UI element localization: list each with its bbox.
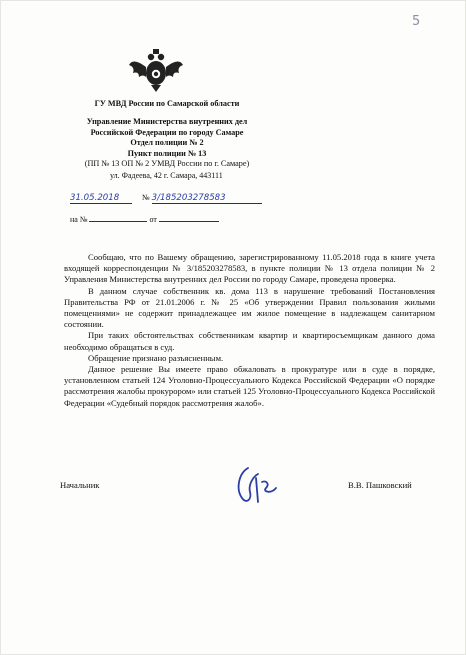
dept-abbreviation: (ПП № 13 ОП № 2 УМВД России по г. Самаре) bbox=[84, 159, 250, 169]
body-paragraph-2: В данном случае собственник кв. дома 113 в нарушение требований Постановления Правительства РФ от 21.01.2006 г. № 25 «Об утверждении Правил пользования жилыми помещениями» не содержит принадлежащее им жилое помещение в надлежащем санитарном состоянии. bbox=[64, 285, 435, 330]
na-label: на bbox=[70, 215, 78, 224]
page-number: 5 bbox=[412, 14, 421, 29]
mvd-eagle-emblem-icon bbox=[127, 47, 185, 93]
dept-line-3: Отдел полиции № 2 bbox=[130, 138, 204, 148]
handwritten-signature bbox=[228, 462, 280, 508]
org-line: ГУ МВД России по Самарской области bbox=[94, 99, 240, 108]
registration-line bbox=[70, 193, 262, 204]
body-paragraph-1: Сообщаю, что по Вашему обращению, зарегистрированному 11.05.2018 года в книге учета входящей корреспонденции № 3/185203278583, в пункте полиции № 13 отдела полиции № 2 Управления Министерства внутренних дел России по городу Самаре, проведена проверка. bbox=[64, 252, 435, 285]
reference-line bbox=[70, 215, 219, 224]
body-paragraph-4: Обращение признано разъясненным. bbox=[88, 352, 224, 363]
ref-no-label: № bbox=[79, 215, 88, 224]
signer-title: Начальник bbox=[60, 480, 100, 490]
dept-line-2: Российской Федерации по городу Самаре bbox=[90, 127, 244, 137]
body-paragraph-5: Данное решение Вы имеете право обжаловать в прокуратуре или в суде в порядке, установленном статьей 124 Уголовно-Процессуального Кодекса Российской Федерации «О порядке рассмотрения жалобы прокурором» или статьей 125 Уголовно-Процессуального Кодекса Российской Федерации «Судебный порядок рассмотрения жалоб». bbox=[64, 364, 435, 408]
registration-no-label: № bbox=[142, 193, 150, 202]
dept-line-1: Управление Министерства внутренних дел bbox=[86, 117, 248, 126]
body-paragraph-3: При таких обстоятельствах собственникам квартир и квартиросъемщикам данного дома необходимо обращаться в суд. bbox=[64, 330, 435, 352]
letter-body bbox=[64, 252, 435, 409]
registration-date: 31.05.2018 bbox=[70, 193, 132, 204]
dept-line-4: Пункт полиции № 13 bbox=[127, 148, 207, 158]
ref-date-blank bbox=[159, 221, 219, 222]
signer-name: В.В. Пашковский bbox=[348, 480, 412, 490]
registration-number: 3/185203278583 bbox=[152, 193, 262, 204]
address: ул. Фадеева, 42 г. Самара, 443111 bbox=[110, 171, 223, 180]
ot-label: от bbox=[149, 215, 157, 224]
ref-number-blank bbox=[89, 221, 147, 222]
